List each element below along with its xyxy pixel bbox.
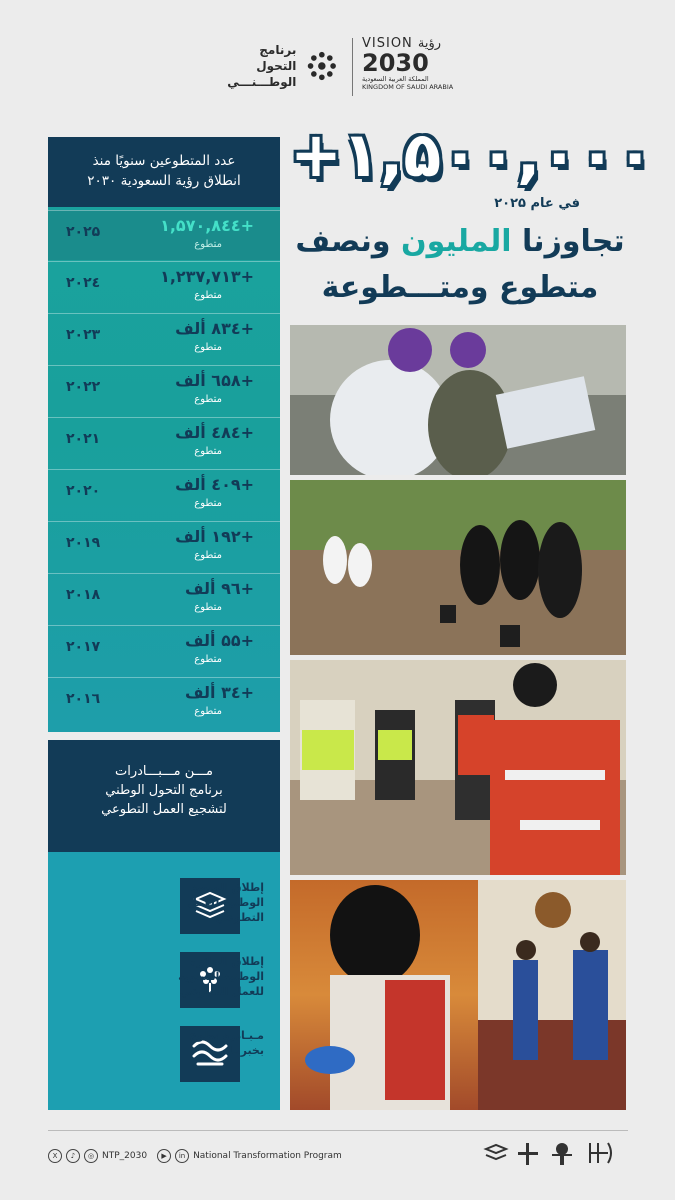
row-value: +٤۸٤ ألف <box>175 423 254 442</box>
photo-first-aid <box>290 880 478 1110</box>
initiatives-title-line3: لتشجيع العمل التطوعي <box>101 802 227 817</box>
volunteer-row-2016 <box>48 677 280 727</box>
footer-logo-2-icon <box>518 1143 538 1165</box>
initiative-label: إطلاق المنصة الوطنية للعمل التطوعي <box>187 881 264 924</box>
row-value: +۱,۵۷۰,۸٤٤ <box>160 216 254 235</box>
initiative-label: مـبـادرة تطوع بخبرتـك <box>189 1029 264 1057</box>
x-icon[interactable]: X <box>48 1149 62 1163</box>
headline-line1 <box>290 224 630 259</box>
vision-kingdom-en: KINGDOM OF SAUDI ARABIA <box>362 83 454 91</box>
row-unit: متطوع <box>194 550 222 561</box>
initiative-national-platform <box>60 876 270 938</box>
ntp-logo <box>220 42 340 90</box>
photo-tree-planting <box>290 480 626 655</box>
row-year: ۲۰۲۳ <box>66 327 101 343</box>
row-year: ۲۰۲۰ <box>66 483 101 499</box>
volunteer-row-2021 <box>48 417 280 467</box>
initiatives-title-line2: برنامج التحول الوطني <box>105 783 223 798</box>
row-year: ۲۰۲٤ <box>66 275 101 291</box>
footer-logos <box>480 1133 630 1173</box>
row-unit: متطوع <box>194 239 222 250</box>
footer-handle: NTP_2030 <box>102 1151 148 1161</box>
volunteer-row-2022 <box>48 365 280 415</box>
volunteer-row-2018 <box>48 573 280 623</box>
volunteer-row-2023 <box>48 313 280 363</box>
row-year: ۲۰۱۸ <box>66 587 101 603</box>
footer-divider <box>48 1130 628 1131</box>
headline-line1-highlight: المليون <box>401 224 512 259</box>
footer-logo-3-icon <box>552 1143 572 1165</box>
row-year: ۲۰۱۷ <box>66 639 101 655</box>
ntp-emblem-icon <box>304 47 340 85</box>
row-year: ۲۰۲۵ <box>66 224 101 240</box>
youtube-icon[interactable]: ▶ <box>157 1149 171 1163</box>
volunteer-row-2024 <box>48 261 280 311</box>
footer-logo-1-icon <box>486 1145 506 1159</box>
row-unit: متطوع <box>194 290 222 301</box>
vision-kingdom-ar: المملكة العربية السعودية <box>362 75 429 83</box>
row-year: ۲۰۲۱ <box>66 431 101 447</box>
row-unit: متطوع <box>194 394 222 405</box>
headline-line1-pre: تجاوزنا <box>511 224 625 259</box>
header-separator <box>352 38 353 96</box>
headline-line2: متطوع ومتـــطوعة <box>321 270 599 305</box>
instagram-icon[interactable]: ◎ <box>84 1149 98 1163</box>
footer-logo-4-icon <box>590 1143 611 1163</box>
in-year-label: في عام ۲۰۲۵ <box>494 196 580 211</box>
row-value: +۸۳٤ ألف <box>175 319 254 338</box>
row-year: ۲۰۱٦ <box>66 691 101 707</box>
photo-volunteers-vests <box>290 660 626 875</box>
volunteers-panel-title <box>48 137 280 207</box>
row-value: +٤۰۹ ألف <box>175 475 254 494</box>
row-unit: متطوع <box>194 706 222 717</box>
big-number: +۱,۵۰۰,۰۰۰ <box>290 118 654 191</box>
initiatives-panel-title <box>48 740 280 852</box>
volunteers-title-line2: انطلاق رؤية السعودية ۲۰۳۰ <box>87 173 241 189</box>
initiatives-title-line1: مـــن مـــبـــادرات <box>114 764 214 779</box>
row-value: +۱,۲۳۷,۷۱۳ <box>160 267 254 286</box>
row-unit: متطوع <box>194 446 222 457</box>
ntp-name <box>220 42 296 90</box>
row-unit: متطوع <box>194 498 222 509</box>
row-value: +۳٤ ألف <box>184 683 254 702</box>
volunteers-title-line1: عدد المتطوعين سنويًا منذ <box>92 153 236 169</box>
ntp-name-line1: برنامج التحول <box>256 43 297 73</box>
vision-ar: رؤية <box>417 36 442 51</box>
initiative-volunteer-expertise <box>60 1024 270 1086</box>
row-year: ۲۰۱۹ <box>66 535 101 551</box>
headline-line1-post: ونصف <box>295 224 402 259</box>
initiative-national-award <box>60 950 270 1012</box>
ntp-name-line2: الوطـــنـــي <box>227 75 297 89</box>
photo-mosque <box>478 880 626 1110</box>
linkedin-icon[interactable]: in <box>175 1149 189 1163</box>
footer-social <box>48 1147 342 1165</box>
vision-2030-logo <box>362 36 472 98</box>
initiative-label: إطلاق الجائزة الوطنية السنوية للعمل التطوعي <box>178 955 264 998</box>
row-value: +٦۵۸ ألف <box>175 371 254 390</box>
vision-word: VISION <box>362 36 413 51</box>
vision-year: 2030 <box>362 49 429 77</box>
footer-program-name: National Transformation Program <box>193 1151 342 1161</box>
row-value: +۵۵ ألف <box>184 631 254 650</box>
volunteer-row-2019 <box>48 521 280 571</box>
row-value: +۹٦ ألف <box>184 579 254 598</box>
row-unit: متطوع <box>194 602 222 613</box>
row-year: ۲۰۲۲ <box>66 379 101 395</box>
volunteer-row-2025 <box>48 210 280 260</box>
row-value: +۱۹۲ ألف <box>175 527 254 546</box>
volunteer-row-2017 <box>48 625 280 675</box>
tiktok-icon[interactable]: ♪ <box>66 1149 80 1163</box>
volunteer-row-2020 <box>48 469 280 519</box>
photo-scouts-map <box>290 325 626 475</box>
row-unit: متطوع <box>194 342 222 353</box>
photo-first-aid-and-mosque <box>290 880 626 1110</box>
row-unit: متطوع <box>194 654 222 665</box>
